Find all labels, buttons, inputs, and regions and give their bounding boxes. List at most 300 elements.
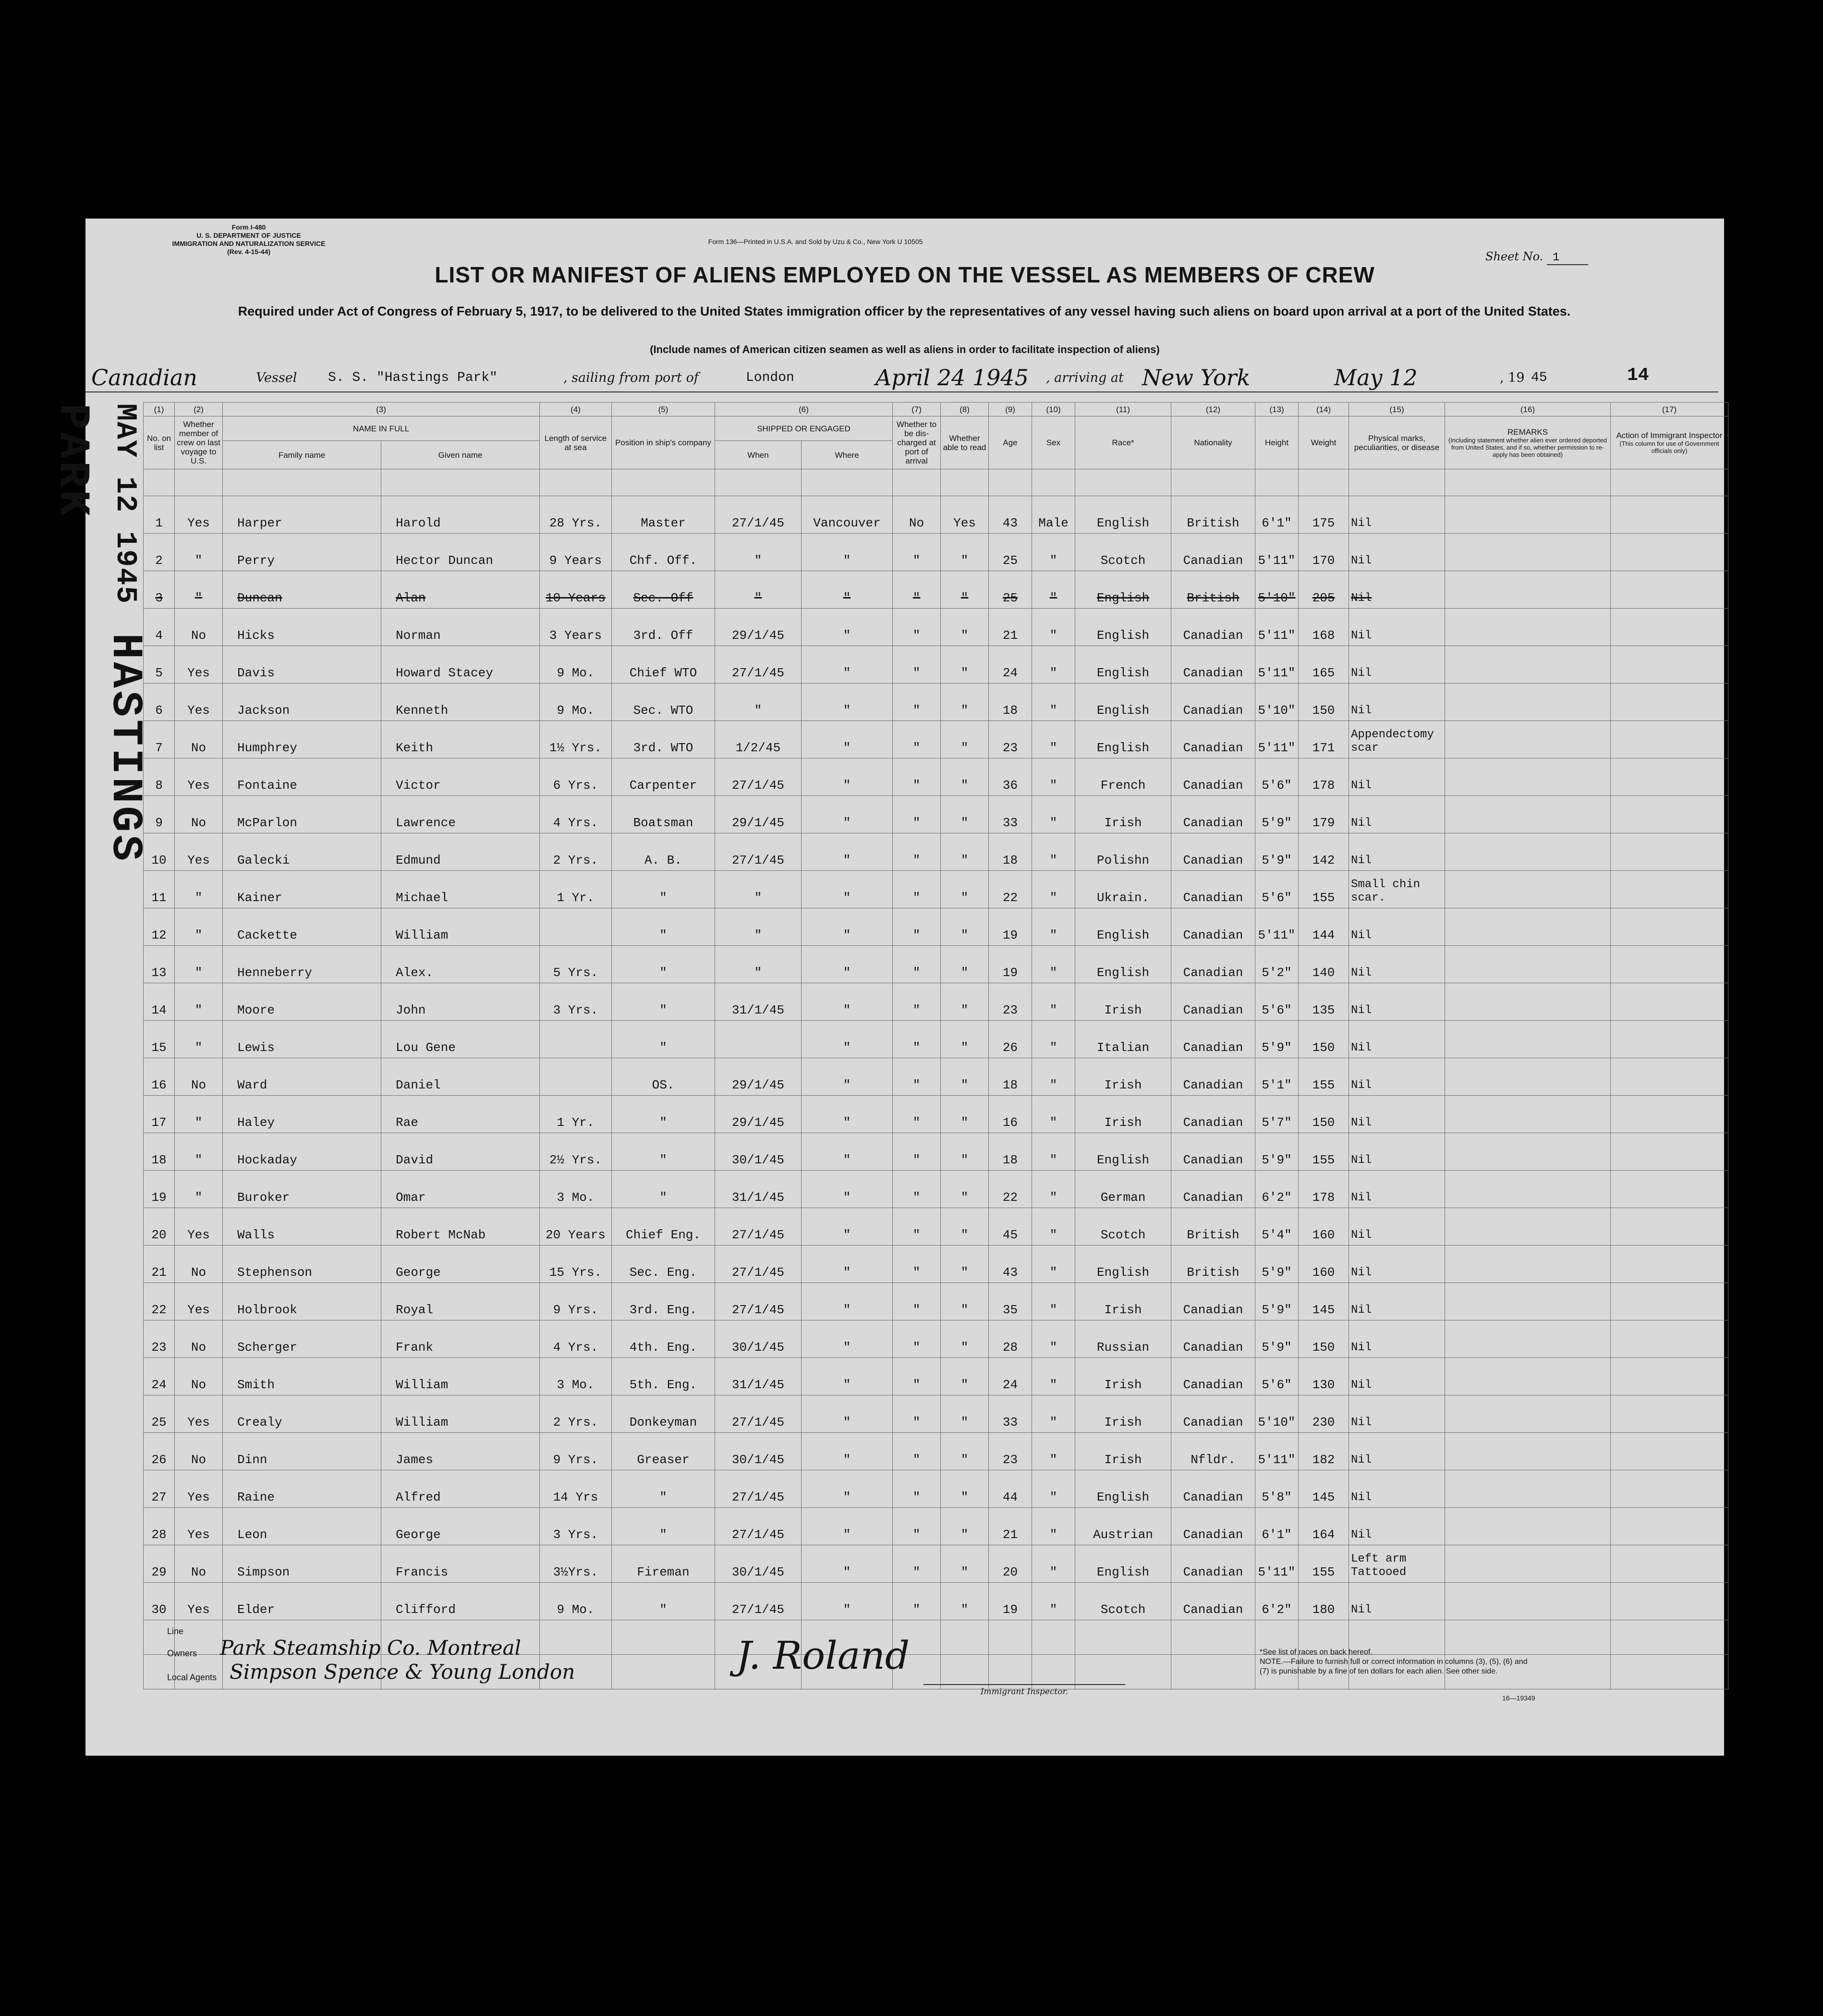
age-cell: 25 (989, 571, 1032, 609)
table-row (144, 1470, 1728, 1508)
physical-marks-cell: Nil (1349, 833, 1445, 871)
inspector-action-cell (1611, 796, 1728, 833)
weight-cell: 155 (1299, 1058, 1349, 1096)
header-remarks (1445, 416, 1611, 469)
weight-cell: 155 (1299, 871, 1349, 908)
inspector-action-cell (1611, 1096, 1728, 1133)
row-number-cell: 19 (144, 1171, 175, 1208)
header-sex: Sex (1032, 416, 1075, 469)
inspector-action-cell (1611, 1395, 1728, 1433)
sex-cell: " (1032, 571, 1075, 609)
position-cell: 3rd. WTO (612, 721, 715, 758)
length-of-service-cell: 3 Years (540, 609, 612, 646)
remarks-cell (1445, 946, 1611, 983)
inspector-action-cell (1611, 684, 1728, 721)
nationality-cell: Canadian (1171, 871, 1255, 908)
page-number: 14 (1627, 365, 1649, 386)
line-label: Line (167, 1626, 184, 1636)
length-of-service-cell: 3 Mo. (540, 1171, 612, 1208)
race-cell: English (1075, 1246, 1171, 1283)
stamp-date: MAY 12 1945 (109, 403, 141, 605)
inspector-action-cell (1611, 609, 1728, 646)
engaged-where-cell: " (802, 534, 893, 571)
family-name-cell: Kainer (223, 871, 381, 908)
row-number-cell: 4 (144, 609, 175, 646)
nationality-cell: British (1171, 496, 1255, 534)
physical-marks-cell: Nil (1349, 1133, 1445, 1171)
engaged-where-cell: " (802, 1358, 893, 1395)
physical-marks-cell: Nil (1349, 1320, 1445, 1358)
sex-cell: " (1032, 1433, 1075, 1470)
able-to-read-cell: " (941, 609, 989, 646)
form-number: Form I-480 (231, 223, 266, 231)
sex-cell: " (1032, 1246, 1075, 1283)
position-cell: " (612, 1470, 715, 1508)
table-row (144, 796, 1728, 833)
position-cell: " (612, 1171, 715, 1208)
voyage-rule (85, 391, 1718, 392)
engaged-where-cell: " (802, 1133, 893, 1171)
able-to-read-cell: " (941, 1283, 989, 1320)
height-cell: 5'10" (1255, 1395, 1299, 1433)
member-last-voyage-cell: No (175, 796, 223, 833)
family-name-cell: Dinn (223, 1433, 381, 1470)
length-of-service-cell: 4 Yrs. (540, 796, 612, 833)
position-cell: Donkeyman (612, 1395, 715, 1433)
engaged-when-cell: 31/1/45 (715, 1358, 802, 1395)
able-to-read-cell: " (941, 1395, 989, 1433)
discharged-cell: " (893, 1470, 941, 1508)
height-cell: 5'9" (1255, 1133, 1299, 1171)
printer-line: Form 136—Printed in U.S.A. and Sold by Uzu & Co., New York U 10505 (708, 238, 923, 245)
remarks-cell (1445, 871, 1611, 908)
crew-manifest-table (143, 402, 1728, 1689)
remarks-cell (1445, 1545, 1611, 1583)
weight-cell: 140 (1299, 946, 1349, 983)
position-cell: " (612, 946, 715, 983)
table-row (144, 1433, 1728, 1470)
length-of-service-cell: 3 Mo. (540, 1358, 612, 1395)
height-cell: 5'10" (1255, 571, 1299, 609)
inspector-action-cell (1611, 833, 1728, 871)
family-name-cell: Jackson (223, 684, 381, 721)
position-cell: OS. (612, 1058, 715, 1096)
inspector-action-cell (1611, 1133, 1728, 1171)
row-number-cell: 1 (144, 496, 175, 534)
inspector-action-cell (1611, 758, 1728, 796)
nationality-cell: Canadian (1171, 1320, 1255, 1358)
length-of-service-cell: 1 Yr. (540, 871, 612, 908)
remarks-cell (1445, 1433, 1611, 1470)
given-name-cell: Alfred (381, 1470, 540, 1508)
family-name-cell: Crealy (223, 1395, 381, 1433)
inspector-action-cell (1611, 496, 1728, 534)
length-of-service-cell: 9 Mo. (540, 646, 612, 684)
able-to-read-cell: " (941, 983, 989, 1021)
height-cell: 5'7" (1255, 1096, 1299, 1133)
row-number-cell: 29 (144, 1545, 175, 1583)
weight-cell: 168 (1299, 609, 1349, 646)
row-number-cell: 30 (144, 1583, 175, 1620)
engaged-when-cell: 27/1/45 (715, 646, 802, 684)
manifest-footer (85, 1624, 1724, 1748)
engaged-when-cell: 27/1/45 (715, 1470, 802, 1508)
engaged-where-cell: " (802, 946, 893, 983)
physical-marks-cell: Nil (1349, 496, 1445, 534)
age-cell: 22 (989, 1171, 1032, 1208)
height-cell: 5'11" (1255, 908, 1299, 946)
sex-cell: " (1032, 871, 1075, 908)
engaged-when-cell: 27/1/45 (715, 1283, 802, 1320)
length-of-service-cell: 2 Yrs. (540, 833, 612, 871)
header-action-title: Action of Immigrant Inspector (1616, 431, 1723, 440)
remarks-cell (1445, 983, 1611, 1021)
family-name-cell: Raine (223, 1470, 381, 1508)
weight-cell: 205 (1299, 571, 1349, 609)
nationality-cell: Canadian (1171, 1133, 1255, 1171)
discharged-cell: " (893, 1320, 941, 1358)
nationality-cell: Canadian (1171, 796, 1255, 833)
race-cell: English (1075, 684, 1171, 721)
physical-marks-cell: Nil (1349, 1096, 1445, 1133)
remarks-cell (1445, 1133, 1611, 1171)
nationality-cell: Canadian (1171, 1096, 1255, 1133)
remarks-cell (1445, 833, 1611, 871)
remarks-cell (1445, 1021, 1611, 1058)
table-row (144, 1320, 1728, 1358)
col-number: (4) (540, 403, 612, 416)
sex-cell: " (1032, 646, 1075, 684)
height-cell: 5'9" (1255, 833, 1299, 871)
weight-cell: 160 (1299, 1208, 1349, 1246)
remarks-cell (1445, 758, 1611, 796)
discharged-cell: " (893, 684, 941, 721)
engaged-where-cell: " (802, 1508, 893, 1545)
able-to-read-cell: " (941, 1508, 989, 1545)
engaged-when-cell (715, 1021, 802, 1058)
race-cell: Scotch (1075, 1208, 1171, 1246)
family-name-cell: Moore (223, 983, 381, 1021)
given-name-cell: Norman (381, 609, 540, 646)
nationality-cell: Canadian (1171, 609, 1255, 646)
family-name-cell: Hicks (223, 609, 381, 646)
engaged-where-cell: " (802, 983, 893, 1021)
engaged-when-cell: 27/1/45 (715, 1246, 802, 1283)
header-discharged: Whether to be dis-charged at port of arrival (893, 416, 941, 469)
race-footnote: *See list of races on back hereof. (1260, 1648, 1373, 1656)
discharged-cell: " (893, 1208, 941, 1246)
given-name-cell: John (381, 983, 540, 1021)
able-to-read-cell: " (941, 833, 989, 871)
vessel-nationality: Canadian (91, 365, 197, 391)
family-name-cell: Lewis (223, 1021, 381, 1058)
member-last-voyage-cell: " (175, 1021, 223, 1058)
physical-marks-cell: Nil (1349, 646, 1445, 684)
nationality-cell: Canadian (1171, 1583, 1255, 1620)
engaged-when-cell: 27/1/45 (715, 1583, 802, 1620)
member-last-voyage-cell: No (175, 1246, 223, 1283)
length-of-service-cell: 9 Mo. (540, 684, 612, 721)
able-to-read-cell: " (941, 1433, 989, 1470)
member-last-voyage-cell: " (175, 908, 223, 946)
length-of-service-cell: 1½ Yrs. (540, 721, 612, 758)
height-cell: 5'2" (1255, 946, 1299, 983)
nationality-cell: Canadian (1171, 684, 1255, 721)
remarks-cell (1445, 646, 1611, 684)
discharged-cell: " (893, 1171, 941, 1208)
engaged-when-cell: 27/1/45 (715, 833, 802, 871)
family-name-cell: Henneberry (223, 946, 381, 983)
length-of-service-cell: 1 Yr. (540, 1096, 612, 1133)
length-of-service-cell: 9 Yrs. (540, 1433, 612, 1470)
member-last-voyage-cell: " (175, 946, 223, 983)
sex-cell: " (1032, 946, 1075, 983)
engaged-when-cell: 30/1/45 (715, 1433, 802, 1470)
physical-marks-cell: Nil (1349, 1021, 1445, 1058)
sheet-number-value: 1 (1547, 251, 1588, 265)
sex-cell: " (1032, 1583, 1075, 1620)
height-cell: 5'11" (1255, 1433, 1299, 1470)
sex-cell: " (1032, 534, 1075, 571)
length-of-service-cell: 9 Yrs. (540, 1283, 612, 1320)
header-remarks-sub: (Including statement whether alien ever ordered deported from United States, and if so, whether permission to re-apply has been obtained) (1448, 436, 1607, 458)
height-cell: 5'11" (1255, 721, 1299, 758)
given-name-cell: Keith (381, 721, 540, 758)
inspector-action-cell (1611, 571, 1728, 609)
header-shipped-engaged: SHIPPED OR ENGAGED (715, 416, 893, 441)
row-number-cell: 22 (144, 1283, 175, 1320)
physical-marks-cell: Nil (1349, 1283, 1445, 1320)
engaged-where-cell: " (802, 571, 893, 609)
height-cell: 5'9" (1255, 796, 1299, 833)
engaged-where-cell: " (802, 1583, 893, 1620)
member-last-voyage-cell: " (175, 1171, 223, 1208)
position-cell: " (612, 871, 715, 908)
family-name-cell: Elder (223, 1583, 381, 1620)
inspector-action-cell (1611, 1246, 1728, 1283)
family-name-cell: Cackette (223, 908, 381, 946)
discharged-cell: " (893, 796, 941, 833)
length-of-service-cell: 3 Yrs. (540, 983, 612, 1021)
weight-cell: 179 (1299, 796, 1349, 833)
engaged-when-cell: 29/1/45 (715, 1096, 802, 1133)
arrival-date: May 12 (1334, 365, 1418, 391)
engaged-where-cell: " (802, 684, 893, 721)
given-name-cell: William (381, 1395, 540, 1433)
row-number-cell: 18 (144, 1133, 175, 1171)
header-position: Position in ship's company (612, 416, 715, 469)
length-of-service-cell: 9 Mo. (540, 1583, 612, 1620)
physical-marks-cell: Appendectomy scar (1349, 721, 1445, 758)
inspector-action-cell (1611, 721, 1728, 758)
age-cell: 19 (989, 1583, 1032, 1620)
table-row (144, 1358, 1728, 1395)
sex-cell: " (1032, 721, 1075, 758)
given-name-cell: Frank (381, 1320, 540, 1358)
engaged-where-cell: Vancouver (802, 496, 893, 534)
remarks-cell (1445, 1208, 1611, 1246)
weight-cell: 150 (1299, 684, 1349, 721)
able-to-read-cell: " (941, 1096, 989, 1133)
length-of-service-cell (540, 908, 612, 946)
able-to-read-cell: " (941, 1208, 989, 1246)
inspector-action-cell (1611, 983, 1728, 1021)
table-row (144, 1133, 1728, 1171)
agents-label: Local Agents (167, 1673, 217, 1682)
height-cell: 5'6" (1255, 983, 1299, 1021)
weight-cell: 165 (1299, 646, 1349, 684)
weight-cell: 178 (1299, 758, 1349, 796)
col-number: (8) (941, 403, 989, 416)
able-to-read-cell: " (941, 721, 989, 758)
engaged-when-cell: 1/2/45 (715, 721, 802, 758)
weight-cell: 164 (1299, 1508, 1349, 1545)
table-row (144, 871, 1728, 908)
col-number: (17) (1611, 403, 1728, 416)
race-cell: Irish (1075, 1358, 1171, 1395)
penalty-note: NOTE.—Failure to furnish full or correct information in columns (3), (5), (6) and (7) is punishable by a fine of ten dollars for each alien. See other side. (1260, 1658, 1528, 1675)
remarks-cell (1445, 609, 1611, 646)
engaged-when-cell: " (715, 908, 802, 946)
table-row (144, 721, 1728, 758)
given-name-cell: William (381, 1358, 540, 1395)
engaged-where-cell: " (802, 1246, 893, 1283)
height-cell: 5'6" (1255, 871, 1299, 908)
remarks-cell (1445, 908, 1611, 946)
height-cell: 6'2" (1255, 1583, 1299, 1620)
member-last-voyage-cell: Yes (175, 684, 223, 721)
family-name-cell: Stephenson (223, 1246, 381, 1283)
race-cell: Russian (1075, 1320, 1171, 1358)
row-number-cell: 25 (144, 1395, 175, 1433)
length-of-service-cell: 4 Yrs. (540, 1320, 612, 1358)
position-cell: " (612, 1021, 715, 1058)
discharged-cell: " (893, 1246, 941, 1283)
discharged-cell: " (893, 1545, 941, 1583)
race-cell: English (1075, 496, 1171, 534)
discharged-cell: " (893, 833, 941, 871)
row-number-cell: 28 (144, 1508, 175, 1545)
engaged-when-cell: 30/1/45 (715, 1545, 802, 1583)
col-number: (1) (144, 403, 175, 416)
nationality-cell: Nfldr. (1171, 1433, 1255, 1470)
engaged-when-cell: 27/1/45 (715, 758, 802, 796)
physical-marks-cell: Nil (1349, 684, 1445, 721)
row-number-cell: 2 (144, 534, 175, 571)
weight-cell: 144 (1299, 908, 1349, 946)
row-number-cell: 12 (144, 908, 175, 946)
sex-cell: " (1032, 983, 1075, 1021)
engaged-where-cell: " (802, 871, 893, 908)
race-cell: Italian (1075, 1021, 1171, 1058)
able-to-read-cell: " (941, 758, 989, 796)
age-cell: 18 (989, 1133, 1032, 1171)
weight-cell: 150 (1299, 1096, 1349, 1133)
sex-cell: " (1032, 796, 1075, 833)
inspector-action-cell (1611, 1508, 1728, 1545)
length-of-service-cell: 3 Yrs. (540, 1508, 612, 1545)
nationality-cell: Canadian (1171, 1508, 1255, 1545)
family-name-cell: Galecki (223, 833, 381, 871)
form-code: 16—19349 (1502, 1694, 1535, 1702)
family-name-cell: Davis (223, 646, 381, 684)
race-cell: Polishn (1075, 833, 1171, 871)
able-to-read-cell: " (941, 1358, 989, 1395)
race-cell: English (1075, 1133, 1171, 1171)
col-number: (6) (715, 403, 893, 416)
row-number-cell: 15 (144, 1021, 175, 1058)
remarks-cell (1445, 571, 1611, 609)
weight-cell: 171 (1299, 721, 1349, 758)
agents-value: Simpson Spence & Young London (230, 1660, 575, 1684)
member-last-voyage-cell: " (175, 534, 223, 571)
nationality-cell: Canadian (1171, 1545, 1255, 1583)
engaged-where-cell: " (802, 1545, 893, 1583)
member-last-voyage-cell: Yes (175, 758, 223, 796)
sex-cell: Male (1032, 496, 1075, 534)
given-name-cell: Francis (381, 1545, 540, 1583)
weight-cell: 135 (1299, 983, 1349, 1021)
nationality-cell: Canadian (1171, 908, 1255, 946)
length-of-service-cell: 5 Yrs. (540, 946, 612, 983)
engaged-when-cell: 31/1/45 (715, 1171, 802, 1208)
table-row (144, 1508, 1728, 1545)
discharged-cell: " (893, 1058, 941, 1096)
table-row (144, 1096, 1728, 1133)
race-cell: English (1075, 1470, 1171, 1508)
given-name-cell: Kenneth (381, 684, 540, 721)
remarks-cell (1445, 1358, 1611, 1395)
table-row (144, 946, 1728, 983)
row-number-cell: 14 (144, 983, 175, 1021)
position-cell: Sec. WTO (612, 684, 715, 721)
discharged-cell: " (893, 1283, 941, 1320)
col-number: (15) (1349, 403, 1445, 416)
inspector-action-cell (1611, 1583, 1728, 1620)
physical-marks-cell: Nil (1349, 758, 1445, 796)
row-number-cell: 3 (144, 571, 175, 609)
header-race: Race* (1075, 416, 1171, 469)
remarks-cell (1445, 496, 1611, 534)
length-of-service-cell: 3½Yrs. (540, 1545, 612, 1583)
member-last-voyage-cell: Yes (175, 646, 223, 684)
engaged-where-cell: " (802, 1320, 893, 1358)
length-of-service-cell: 20 Years (540, 1208, 612, 1246)
member-last-voyage-cell: Yes (175, 496, 223, 534)
age-cell: 35 (989, 1283, 1032, 1320)
engaged-where-cell: " (802, 609, 893, 646)
discharged-cell: " (893, 1395, 941, 1433)
engaged-where-cell: " (802, 1283, 893, 1320)
age-cell: 22 (989, 871, 1032, 908)
height-cell: 5'9" (1255, 1283, 1299, 1320)
physical-marks-cell: Nil (1349, 1508, 1445, 1545)
able-to-read-cell: " (941, 1171, 989, 1208)
race-cell: English (1075, 946, 1171, 983)
position-cell: " (612, 1508, 715, 1545)
col-number: (12) (1171, 403, 1255, 416)
family-name-cell: Harper (223, 496, 381, 534)
inspector-action-cell (1611, 534, 1728, 571)
member-last-voyage-cell: No (175, 609, 223, 646)
discharged-cell: " (893, 609, 941, 646)
inspector-action-cell (1611, 1358, 1728, 1395)
inspector-action-cell (1611, 1021, 1728, 1058)
length-of-service-cell: 9 Years (540, 534, 612, 571)
col-number: (3) (223, 403, 540, 416)
position-cell: Greaser (612, 1433, 715, 1470)
race-cell: Irish (1075, 1096, 1171, 1133)
